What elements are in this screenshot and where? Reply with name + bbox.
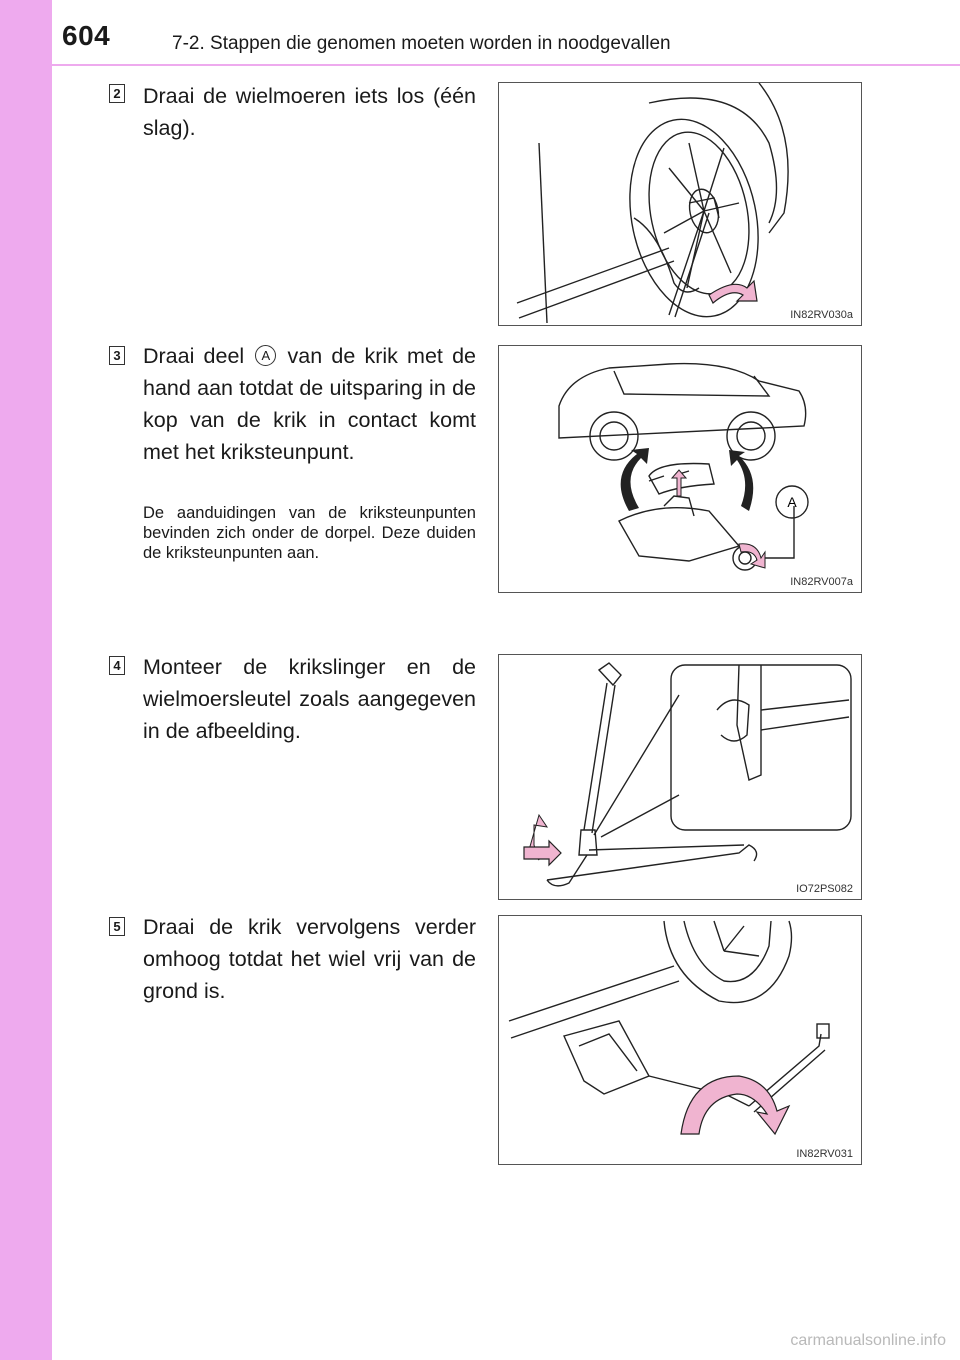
step-text <box>143 340 476 468</box>
figure-assemble-handle <box>498 654 862 900</box>
figure-code: IN82RV007a <box>790 576 853 588</box>
figure-code: IO72PS082 <box>796 883 853 895</box>
header-divider <box>52 64 960 66</box>
figure-label-a: A <box>787 494 797 510</box>
figure-jack-raise <box>498 345 862 593</box>
wheel-wrench-illustration <box>499 83 861 325</box>
step-number: 4 <box>109 656 125 675</box>
step-number: 5 <box>109 917 125 936</box>
chapter-title: 7-2. Stappen die genomen moeten worden in noodgevallen <box>172 33 671 54</box>
page-number: 604 <box>62 20 111 51</box>
figure-loosen-wheel-nuts <box>498 82 862 326</box>
step-text: Draai de krik vervolgens verder omhoog totdat het wiel vrij van de grond is. <box>143 915 476 1003</box>
part-marker-a: A <box>255 345 276 366</box>
figure-code: IN82RV030a <box>790 309 853 321</box>
jack-handle-illustration <box>499 655 861 899</box>
watermark: carmanualsonline.info <box>790 1332 946 1349</box>
sidebar-tab <box>0 0 52 1360</box>
step-note: De aanduidingen van de kriksteunpunten bevinden zich onder de dorpel. Deze duiden de kriksteunpunten aan. <box>143 504 476 562</box>
step-number: 3 <box>109 346 125 365</box>
step-text: Monteer de krikslinger en de wielmoersleutel zoals aangegeven in de afbeelding. <box>143 655 476 743</box>
car-and-jack-illustration <box>499 346 861 592</box>
figure-raise-vehicle <box>498 915 862 1165</box>
figure-code: IN82RV031 <box>796 1148 853 1160</box>
step-text: Draai de wielmoeren iets los (één slag). <box>143 84 476 140</box>
step-text-lead: Draai deel <box>143 344 245 368</box>
step-text-rest: de hand aan totdat de uitsparing in de kop van de krik in contact komt met het kriksteunpunt. <box>143 344 476 464</box>
step-text-continued: van de krik met <box>287 344 443 368</box>
raise-jack-illustration <box>499 916 861 1164</box>
step-number: 2 <box>109 84 125 103</box>
